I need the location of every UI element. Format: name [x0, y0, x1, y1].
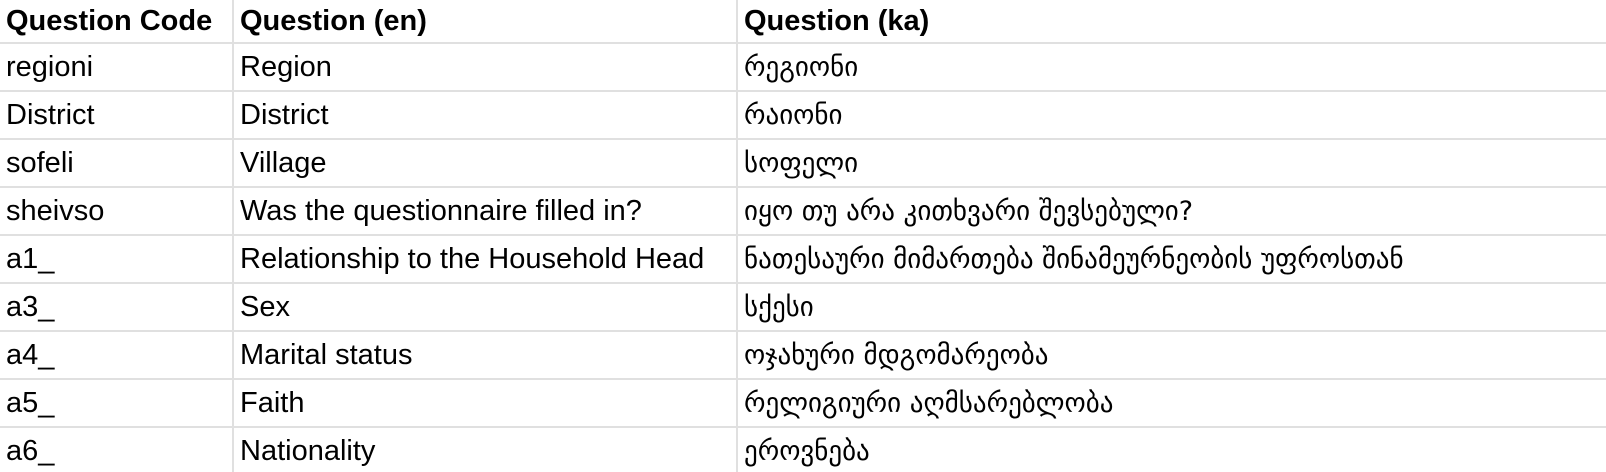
cell-question-en[interactable]: Nationality	[233, 427, 737, 472]
cell-question-code[interactable]: sofeli	[0, 139, 233, 187]
table-row	[0, 139, 1606, 187]
cell-question-code[interactable]: a4_	[0, 331, 233, 379]
cell-question-ka[interactable]: ნათესაური მიმართება შინამეურნეობის უფროსთან	[737, 235, 1606, 283]
table-row	[0, 91, 1606, 139]
cell-question-code[interactable]: a3_	[0, 283, 233, 331]
table-row	[0, 235, 1606, 283]
cell-question-code[interactable]: a5_	[0, 379, 233, 427]
table-row	[0, 427, 1606, 472]
header-question-ka[interactable]: Question (ka)	[737, 0, 1606, 43]
cell-question-en[interactable]: Faith	[233, 379, 737, 427]
cell-question-en[interactable]: Sex	[233, 283, 737, 331]
cell-question-ka[interactable]: ეროვნება	[737, 427, 1606, 472]
table-row	[0, 187, 1606, 235]
cell-question-code[interactable]: District	[0, 91, 233, 139]
header-row	[0, 0, 1606, 43]
header-question-code[interactable]: Question Code	[0, 0, 233, 43]
cell-question-en[interactable]: Was the questionnaire filled in?	[233, 187, 737, 235]
cell-question-ka[interactable]: სქესი	[737, 283, 1606, 331]
table-row	[0, 331, 1606, 379]
cell-question-en[interactable]: Region	[233, 43, 737, 91]
cell-question-code[interactable]: sheivso	[0, 187, 233, 235]
cell-question-en[interactable]: District	[233, 91, 737, 139]
header-question-en[interactable]: Question (en)	[233, 0, 737, 43]
table-row	[0, 43, 1606, 91]
cell-question-ka[interactable]: რაიონი	[737, 91, 1606, 139]
cell-question-en[interactable]: Marital status	[233, 331, 737, 379]
cell-question-ka[interactable]: ოჯახური მდგომარეობა	[737, 331, 1606, 379]
table-row	[0, 379, 1606, 427]
cell-question-ka[interactable]: რელიგიური აღმსარებლობა	[737, 379, 1606, 427]
cell-question-code[interactable]: a6_	[0, 427, 233, 472]
cell-question-en[interactable]: Village	[233, 139, 737, 187]
table-row	[0, 283, 1606, 331]
cell-question-ka[interactable]: სოფელი	[737, 139, 1606, 187]
cell-question-code[interactable]: a1_	[0, 235, 233, 283]
cell-question-ka[interactable]: რეგიონი	[737, 43, 1606, 91]
cell-question-en[interactable]: Relationship to the Household Head	[233, 235, 737, 283]
cell-question-ka[interactable]: იყო თუ არა კითხვარი შევსებული?	[737, 187, 1606, 235]
cell-question-code[interactable]: regioni	[0, 43, 233, 91]
